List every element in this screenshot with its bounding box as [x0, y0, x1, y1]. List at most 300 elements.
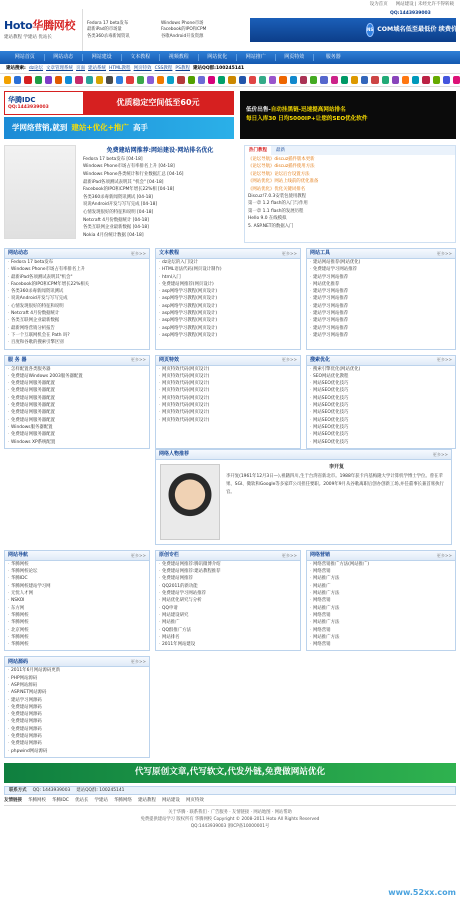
- list-item[interactable]: · 建站学习网站推荐: [310, 333, 452, 340]
- header-link[interactable]: 各类360杀毒新闻资讯: [87, 33, 130, 39]
- person-bio: 李开复(1961年12月3日—),祖籍四川,生于台湾省新北市。1988年获卡内基梅隆大学计算机学博士学位。曾在苹果、SGI、微软和Google等多家IT公司担任要职。2009年9月从谷歌离职后创办创新工场,并任董事长兼首席执行官。: [226, 474, 444, 495]
- nav-item[interactable]: 网站建设: [83, 54, 122, 61]
- list-item[interactable]: · QQ群推广方法: [159, 628, 297, 635]
- crumb-link[interactable]: CSS教程: [154, 65, 173, 71]
- bookmark-icon[interactable]: [126, 76, 133, 84]
- list-item[interactable]: · 下一个互联网机会在 Path 吗?: [8, 333, 146, 340]
- list-item[interactable]: · 搜索引擎优化(网站优化): [310, 367, 452, 374]
- copyright-note: 网站建设 | 未经允许不得转载: [395, 1, 454, 7]
- bookmark-icon[interactable]: [218, 76, 225, 84]
- list-item[interactable]: · 网站推广方法: [310, 635, 452, 642]
- box-title[interactable]: 原创专栏: [159, 552, 180, 559]
- bookmark-icon[interactable]: [188, 76, 195, 84]
- bookmark-icon[interactable]: [86, 76, 93, 84]
- box-title[interactable]: 文本教程: [159, 250, 180, 257]
- content-box: [4, 248, 150, 350]
- list-item[interactable]: · 免费建站网服务器配置: [8, 396, 146, 403]
- box-title[interactable]: 网站动态: [8, 250, 29, 257]
- set-homepage-link[interactable]: 设为首页: [369, 1, 388, 7]
- content-box: [4, 550, 150, 652]
- list-item[interactable]: · 建站学习网站推荐: [310, 318, 452, 325]
- list-item[interactable]: 心情发现很好的特征和说明 [04-18]: [83, 209, 154, 215]
- bookmark-icon[interactable]: [147, 76, 154, 84]
- list-item[interactable]: · 无忧人才网: [8, 591, 146, 598]
- bookmark-icon[interactable]: [14, 76, 21, 84]
- header-link[interactable]: Windows Phone市场: [161, 20, 204, 26]
- list-item[interactable]: · asp网络学习教程(网页设计): [159, 304, 297, 311]
- friend-link[interactable]: 华腾网校: [28, 798, 46, 804]
- bookmark-icon[interactable]: [75, 76, 82, 84]
- list-item[interactable]: · 免费建站网推荐:建站教程推荐: [159, 569, 297, 576]
- list-item[interactable]: · 网页特效代码(网页设计): [159, 381, 297, 388]
- list-item[interactable]: · 网站建设研究: [159, 613, 297, 620]
- list-item[interactable]: · 建站学习网站推荐: [310, 275, 452, 282]
- crumb-link[interactable]: 页面: [76, 65, 86, 71]
- list-item[interactable]: · 华腾网校论坛: [8, 569, 146, 576]
- list-item[interactable]: · 免费建站网源码: [8, 734, 146, 741]
- hot-list: [245, 155, 455, 233]
- list-item[interactable]: · 华腾网校: [8, 562, 146, 569]
- bookmark-icon[interactable]: [320, 76, 327, 84]
- list-item[interactable]: · 网络营销: [310, 598, 452, 605]
- crumb-link[interactable]: HTML教程: [109, 65, 131, 71]
- list-item[interactable]: 《网站优化》优化关键词排名: [248, 186, 306, 192]
- list-item[interactable]: · ASP.NET网站源码: [8, 690, 146, 697]
- header-quick-links: [82, 9, 226, 51]
- list-item[interactable]: · 免费建站网源码: [8, 741, 146, 748]
- bookmark-icon[interactable]: [24, 76, 31, 84]
- bookmark-icon[interactable]: [300, 76, 307, 84]
- footer: [0, 809, 460, 830]
- promo-banner[interactable]: 代写原创文章,代写软文,代发外链,免费做网站优化: [4, 763, 456, 783]
- nav-item[interactable]: 网站优化: [199, 54, 238, 61]
- list-item[interactable]: · Facebook的IPO和CPM年增长22%相关: [8, 282, 146, 289]
- list-item[interactable]: · asp网络学习教程(网页设计): [159, 289, 297, 296]
- box-title[interactable]: 搜索优化: [310, 356, 331, 363]
- nav-item[interactable]: 文本教程: [122, 54, 161, 61]
- list-item[interactable]: · 网页特效代码(网页设计): [159, 410, 297, 417]
- list-item[interactable]: · 网站优化研究与分析: [159, 598, 297, 605]
- list-item[interactable]: 说说Android开发与写写完成 [04-18]: [83, 202, 158, 208]
- box-title[interactable]: 网页特效: [159, 356, 180, 363]
- idc-slogan: 优质稳定空间低至60元: [83, 92, 233, 114]
- bookmark-icon[interactable]: [361, 76, 368, 84]
- list-item[interactable]: · 免费建站学习网站推荐: [310, 267, 452, 274]
- box-list: [156, 561, 300, 651]
- bookmark-icon[interactable]: [310, 76, 317, 84]
- bookmark-icon[interactable]: [412, 76, 419, 84]
- nav-item[interactable]: 网站首页: [6, 54, 45, 61]
- more-link[interactable]: 更多>>: [281, 357, 297, 363]
- list-item[interactable]: · 网页特效代码(网页设计): [159, 403, 297, 410]
- box-list: [307, 259, 455, 341]
- bookmark-icon[interactable]: [106, 76, 113, 84]
- list-item[interactable]: · 各类互联网企业最新数据: [8, 318, 146, 325]
- bookmark-icon[interactable]: [208, 76, 215, 84]
- seo-ad-line2: 每日入库30 日均5000IP+让您的SEO优化软件: [246, 116, 368, 122]
- crumb-link[interactable]: 建站系统: [88, 65, 107, 71]
- box-title[interactable]: 网站导航: [8, 552, 29, 559]
- list-item[interactable]: · html入门: [159, 275, 297, 282]
- logo-subtitle: 建站教程 学建站 优站长: [4, 34, 52, 40]
- list-item[interactable]: 各类互联网企业最新数据 [04-18]: [83, 225, 149, 231]
- list-item[interactable]: 《网站优化》网站上线前的优化准备: [248, 179, 319, 185]
- nav-item[interactable]: 视频教程: [160, 54, 199, 61]
- list-item[interactable]: · 免费建站网推荐:腾讯微博介绍: [159, 562, 297, 569]
- list-item[interactable]: · 最新网络营销分析报告: [8, 326, 146, 333]
- list-item[interactable]: · 免费建站网服务器配置: [8, 388, 146, 395]
- contact-group: 建站QQ群: 100245141: [76, 787, 125, 793]
- list-item[interactable]: · ASP网站源码: [8, 683, 146, 690]
- crumb-link[interactable]: 文章管理系统: [46, 65, 74, 71]
- list-item[interactable]: · 怎样配置各类服务器: [8, 367, 146, 374]
- list-item[interactable]: · phpwind网站源码: [8, 749, 146, 756]
- list-item[interactable]: · QQ申请: [159, 606, 297, 613]
- header-link[interactable]: 谷歌Android开发资源: [161, 33, 204, 39]
- list-item[interactable]: · 华腾IDC: [8, 576, 146, 583]
- list-item[interactable]: 5. ASP.NET的数据入门: [248, 223, 294, 229]
- list-item[interactable]: · Windows服务器配置: [8, 425, 146, 432]
- list-item[interactable]: 《论坛导航》discuz插件版本更新: [248, 157, 315, 162]
- nav-item[interactable]: 服务器: [325, 54, 341, 61]
- ad-left-column: [4, 91, 234, 139]
- bookmark-icon[interactable]: [45, 76, 52, 84]
- bookmark-icon[interactable]: [4, 76, 11, 84]
- bookmark-icon[interactable]: [351, 76, 358, 84]
- box-list: [156, 366, 300, 426]
- domain-banner-bg: [250, 18, 362, 42]
- bookmark-icon[interactable]: [55, 76, 62, 84]
- header-link[interactable]: Facebook的IPO和CPM: [161, 27, 207, 33]
- list-item[interactable]: · 网页特效代码(网页设计): [159, 388, 297, 395]
- box-list: [5, 667, 149, 757]
- list-item[interactable]: · 华腾网校建站学习网: [8, 584, 146, 591]
- list-item[interactable]: · 网站SEO优化技巧: [310, 425, 452, 432]
- learn-ad[interactable]: [4, 117, 234, 139]
- list-item[interactable]: · 网页特效代码(网页设计): [159, 396, 297, 403]
- more-link[interactable]: 更多>>: [436, 357, 452, 363]
- box-list: [307, 366, 455, 448]
- list-item[interactable]: Nokia 4月份统计数据 [04-18]: [83, 232, 144, 238]
- list-item[interactable]: · Windows Phone市场占有率排名上升: [8, 267, 146, 274]
- list-item[interactable]: · 网络营销: [310, 613, 452, 620]
- list-item[interactable]: · HTML语法代码(网页设计制作): [159, 267, 297, 274]
- list-item[interactable]: · 免费建站网推荐(网页设计): [159, 282, 297, 289]
- row-2: [0, 355, 460, 449]
- list-item[interactable]: · 网站推广方法: [310, 576, 452, 583]
- list-item[interactable]: · asp网络学习教程(网页设计): [159, 333, 297, 340]
- list-item[interactable]: · 各类360杀毒新闻资讯测试: [8, 289, 146, 296]
- list-item[interactable]: · Fedora 17 beta发布: [8, 260, 146, 267]
- list-item[interactable]: · SEO网站优化教程: [310, 374, 452, 381]
- list-item[interactable]: Discuz!7.0.3安装包使用教程: [248, 193, 307, 199]
- spacer: [4, 449, 150, 545]
- list-item[interactable]: 《论坛导航》论坛后台设置方法: [248, 171, 310, 177]
- list-item[interactable]: · 网络营销推广方法(网站推广): [310, 562, 452, 569]
- friend-link[interactable]: 网页特效: [185, 798, 204, 804]
- seo-ad[interactable]: [240, 91, 456, 139]
- list-item[interactable]: · 网站推广: [159, 620, 297, 627]
- list-item[interactable]: · 华腾网校: [8, 642, 146, 649]
- bookmark-icon[interactable]: [422, 76, 429, 84]
- list-item[interactable]: · 华腾网校: [8, 635, 146, 642]
- list-item[interactable]: · Netcraft 4月份数据统计: [8, 311, 146, 318]
- list-item[interactable]: · 网站SEO优化技巧: [310, 410, 452, 417]
- more-link[interactable]: 更多>>: [432, 451, 448, 457]
- list-item[interactable]: 第一章 1.2 flash的入门与作用: [248, 201, 308, 207]
- content-box: [306, 248, 456, 350]
- list-item[interactable]: · asp网络学习教程(网页设计): [159, 296, 297, 303]
- friend-label: 友情链接: [4, 798, 22, 804]
- box-list: [5, 259, 149, 349]
- list-item[interactable]: · 说说Android开发与写写完成: [8, 296, 146, 303]
- list-item[interactable]: · 网络营销: [310, 569, 452, 576]
- hot-tabs: [245, 146, 455, 155]
- seal-icon: NS: [366, 23, 374, 37]
- crumb-link[interactable]: 网页特效: [133, 65, 152, 71]
- list-item[interactable]: · 网站推广方法: [310, 606, 452, 613]
- list-item[interactable]: · 2011年6月网站源码更新: [8, 668, 146, 675]
- crumb-link[interactable]: PS教程: [175, 65, 190, 71]
- crumb-link[interactable]: dz论坛: [28, 65, 44, 71]
- box-title[interactable]: 网络营销: [310, 552, 331, 559]
- list-item[interactable]: · NSKOI: [8, 598, 146, 605]
- tab-new[interactable]: 最新: [276, 148, 285, 153]
- bookmark-icon[interactable]: [167, 76, 174, 84]
- list-item[interactable]: Hello 9.0 在线模拟: [248, 216, 287, 222]
- list-item[interactable]: · 建站网站推荐(网站优化): [310, 260, 452, 267]
- list-item[interactable]: · dz论坛的入门设计: [159, 260, 297, 267]
- qq-group: 建站QQ群:100245141: [193, 65, 245, 71]
- person-box-title: 网络人物推荐: [159, 451, 190, 458]
- list-item[interactable]: Windows Phone各类统计和行业数据汇总 [04-16]: [83, 171, 184, 177]
- list-item[interactable]: · 网站SEO优化技巧: [310, 403, 452, 410]
- bookmark-icon[interactable]: [453, 76, 460, 84]
- contact-qq: QQ: 1443939003: [32, 787, 71, 793]
- list-item[interactable]: · 免费建站网源码: [8, 712, 146, 719]
- more-link[interactable]: 更多>>: [281, 250, 297, 256]
- list-item[interactable]: · 建站学习网站推荐: [310, 326, 452, 333]
- list-item[interactable]: · 网站推广方法: [310, 620, 452, 627]
- list-item[interactable]: · 网站SEO优化技巧: [310, 381, 452, 388]
- bookmark-icon[interactable]: [433, 76, 440, 84]
- footer-copyright: 免费提供建站学习 版权所有 华腾网校 Copyright © 2008-2011 Hoto All Rights Reserved: [140, 816, 320, 822]
- bookmark-icon[interactable]: [116, 76, 123, 84]
- bookmark-icon[interactable]: [228, 76, 235, 84]
- list-item[interactable]: · 建站学习网源码: [8, 698, 146, 705]
- list-item[interactable]: · 免费建站网服务器配置: [8, 381, 146, 388]
- top-strip: [0, 0, 460, 9]
- content-box: [155, 550, 301, 652]
- list-item[interactable]: 各类360杀毒新闻资讯测试 [04-18]: [83, 194, 153, 200]
- bookmark-icon[interactable]: [259, 76, 266, 84]
- content-box: [4, 656, 150, 758]
- row-3: [0, 550, 460, 652]
- box-title[interactable]: 网站工具: [310, 250, 331, 257]
- logo-main: Hoto: [4, 19, 33, 33]
- bookmark-icon[interactable]: [137, 76, 144, 84]
- bookmark-icon[interactable]: [96, 76, 103, 84]
- person-name[interactable]: 李开复: [328, 463, 344, 470]
- learn-ad-c: 高手: [132, 123, 148, 133]
- list-item[interactable]: · 东方网: [8, 606, 146, 613]
- box-list: [5, 561, 149, 651]
- friend-link[interactable]: 建站教程: [137, 798, 156, 804]
- list-item[interactable]: · asp网络学习教程(网页设计): [159, 318, 297, 325]
- box-title[interactable]: 网站源码: [8, 658, 29, 665]
- friend-link[interactable]: 优站长: [74, 798, 89, 804]
- more-link[interactable]: 更多>>: [436, 250, 452, 256]
- header-link[interactable]: 最新iPad的市场量: [87, 27, 122, 33]
- list-item[interactable]: · 免费建站网源码: [8, 719, 146, 726]
- list-item[interactable]: · 免费建站网推荐: [159, 576, 297, 583]
- list-item[interactable]: · 免费建站学习网站推荐: [159, 591, 297, 598]
- bookmark-icon[interactable]: [198, 76, 205, 84]
- list-item[interactable]: · 建站学习网站推荐: [310, 289, 452, 296]
- list-item[interactable]: 第一章 1.1 flash的发展历程: [248, 208, 304, 214]
- list-item[interactable]: Netcraft 4月份数据统计 [04-18]: [83, 217, 149, 223]
- list-item[interactable]: · 最新iPad各项测试表明其"机会": [8, 275, 146, 282]
- logo-brand: 华腾网校: [32, 19, 76, 33]
- nav-item[interactable]: 网站动态: [45, 54, 84, 61]
- bookmark-icon[interactable]: [443, 76, 450, 84]
- more-link[interactable]: 更多>>: [130, 552, 146, 558]
- list-item[interactable]: · 免费建站网服务器配置: [8, 410, 146, 417]
- bookmark-icon[interactable]: [341, 76, 348, 84]
- list-item[interactable]: · 网页特效代码(网页设计): [159, 418, 297, 425]
- idc-ad[interactable]: [4, 91, 234, 115]
- more-link[interactable]: 更多>>: [281, 552, 297, 558]
- list-item[interactable]: · 免费建站网服务器配置: [8, 432, 146, 439]
- list-item[interactable]: · 2011年网站建设: [159, 642, 297, 649]
- list-item[interactable]: · 网络营销: [310, 628, 452, 635]
- list-item[interactable]: · 免费建站Windows 2003服务器配置: [8, 374, 146, 381]
- list-item[interactable]: · asp网络学习教程(网页设计): [159, 326, 297, 333]
- list-item[interactable]: · 北京网校: [8, 628, 146, 635]
- bookmark-icon[interactable]: [382, 76, 389, 84]
- footer-icp: QQ:1443939003 浙ICP备10000001号: [190, 823, 270, 829]
- watermark: www.52xx.com: [388, 887, 456, 897]
- more-link[interactable]: 更多>>: [436, 552, 452, 558]
- list-item[interactable]: · PHP网站源码: [8, 676, 146, 683]
- bookmark-icon[interactable]: [331, 76, 338, 84]
- list-item[interactable]: · 建站学习网站推荐: [310, 304, 452, 311]
- list-item[interactable]: · 网站优化推荐: [310, 282, 452, 289]
- contact-bar: [4, 786, 456, 795]
- search-keywords-bar: [0, 64, 460, 73]
- nav-item[interactable]: 网站推广: [237, 54, 276, 61]
- list-item[interactable]: · 心情发现很好的特征和说明: [8, 304, 146, 311]
- list-item[interactable]: · 网站SEO优化技巧: [310, 418, 452, 425]
- friend-link[interactable]: 网站建设: [161, 798, 180, 804]
- list-item[interactable]: · 网站SEO优化技巧: [310, 388, 452, 395]
- featured-section: [0, 145, 460, 243]
- list-item[interactable]: · 百度和谷歌的搜索引擎区别: [8, 340, 146, 347]
- main-nav: [0, 51, 460, 64]
- more-link[interactable]: 更多>>: [130, 659, 146, 665]
- list-item[interactable]: · 华腾网校: [8, 613, 146, 620]
- bookmark-icon[interactable]: [239, 76, 246, 84]
- bookmark-icon[interactable]: [65, 76, 72, 84]
- more-link[interactable]: 更多>>: [130, 250, 146, 256]
- friend-link[interactable]: 学建站: [94, 798, 108, 804]
- learn-ad-b: 建站+优化+推广: [71, 123, 129, 133]
- friend-links: [4, 797, 456, 806]
- list-item[interactable]: · 免费建站网源码: [8, 705, 146, 712]
- box-title[interactable]: 服 务 器: [8, 356, 27, 363]
- list-item[interactable]: · 免费建站网服务器配置: [8, 403, 146, 410]
- crumb-label: 建站搜索:: [6, 65, 26, 71]
- box-list: [156, 259, 300, 341]
- idc-qq: QQ:1443939003: [8, 104, 49, 110]
- list-item[interactable]: · 建站学习网站推荐: [310, 296, 452, 303]
- list-item[interactable]: · 网页特效代码(网页设计): [159, 374, 297, 381]
- list-item[interactable]: Fedora 17 beta发布 [04-18]: [83, 156, 143, 162]
- person-photo[interactable]: [160, 464, 220, 540]
- bookmark-icon[interactable]: [249, 76, 256, 84]
- domain-banner-text: COM域名低至最低价 续费价不变: [377, 25, 470, 33]
- list-item[interactable]: Facebook的IPO和CPM年增长22%相 [04-18]: [83, 187, 175, 193]
- bookmark-icon[interactable]: [392, 76, 399, 84]
- site-logo[interactable]: [4, 9, 82, 51]
- list-item[interactable]: Windows Phone市场占有率排名上升 [04-18]: [83, 164, 175, 170]
- header-qq: QQ:1443939003: [390, 11, 431, 16]
- list-item[interactable]: · Windows XP系统配置: [8, 440, 146, 447]
- header-link[interactable]: Fedora 17 beta发布: [87, 20, 129, 26]
- bookmark-icon[interactable]: [157, 76, 164, 84]
- list-item[interactable]: 最新iPad各项测试表明其 "机会" [04-18]: [83, 179, 164, 185]
- content-box: [155, 248, 301, 350]
- domain-banner[interactable]: [362, 18, 470, 42]
- list-item[interactable]: · 免费建站网服务器配置: [8, 418, 146, 425]
- list-item[interactable]: 《论坛导航》discuz插件使用方法: [248, 164, 315, 170]
- bookmark-icon[interactable]: [371, 76, 378, 84]
- list-item[interactable]: · 网站SEO优化技巧: [310, 440, 452, 447]
- list-item[interactable]: · 网站SEO优化技巧: [310, 396, 452, 403]
- list-item[interactable]: · 华腾网校: [8, 620, 146, 627]
- friend-link[interactable]: 华腾IDC: [52, 798, 69, 804]
- list-item[interactable]: · 网站推广方法: [310, 591, 452, 598]
- list-item[interactable]: · 网站排名: [159, 635, 297, 642]
- bookmark-icon[interactable]: [402, 76, 409, 84]
- idc-name: 华腾IDC: [8, 95, 36, 104]
- featured-list: [80, 157, 240, 241]
- list-item[interactable]: · 免费建站网源码: [8, 727, 146, 734]
- tab-hot[interactable]: 热门教程: [245, 146, 271, 155]
- bookmark-icon[interactable]: [177, 76, 184, 84]
- bookmark-icon[interactable]: [35, 76, 42, 84]
- friend-link[interactable]: 华腾网络: [113, 798, 132, 804]
- bookmark-icon[interactable]: [269, 76, 276, 84]
- list-item[interactable]: · 建站学习网站推荐: [310, 311, 452, 318]
- list-item[interactable]: · 网页特效代码(网页设计): [159, 367, 297, 374]
- nav-item[interactable]: 网页特效: [276, 54, 315, 61]
- more-link[interactable]: 更多>>: [130, 357, 146, 363]
- featured-list-box: [80, 145, 240, 243]
- bookmark-icon[interactable]: [279, 76, 286, 84]
- list-item[interactable]: · 网站SEO优化技巧: [310, 432, 452, 439]
- box-list: [5, 366, 149, 448]
- list-item[interactable]: · 网站推广: [310, 584, 452, 591]
- bookmark-icon[interactable]: [290, 76, 297, 84]
- row-person-2: [0, 449, 460, 545]
- list-item[interactable]: · 网络营销: [310, 642, 452, 649]
- footer-links[interactable]: 关于华腾 · 联系我们 · 广告服务 · 友情链接 · 网站地图 · 网站帮助: [168, 809, 292, 815]
- list-item[interactable]: · asp网络学习教程(网页设计): [159, 311, 297, 318]
- hot-tutorials-box: [244, 145, 456, 243]
- list-item[interactable]: · QQ2011的新功能: [159, 584, 297, 591]
- featured-image[interactable]: [4, 145, 76, 239]
